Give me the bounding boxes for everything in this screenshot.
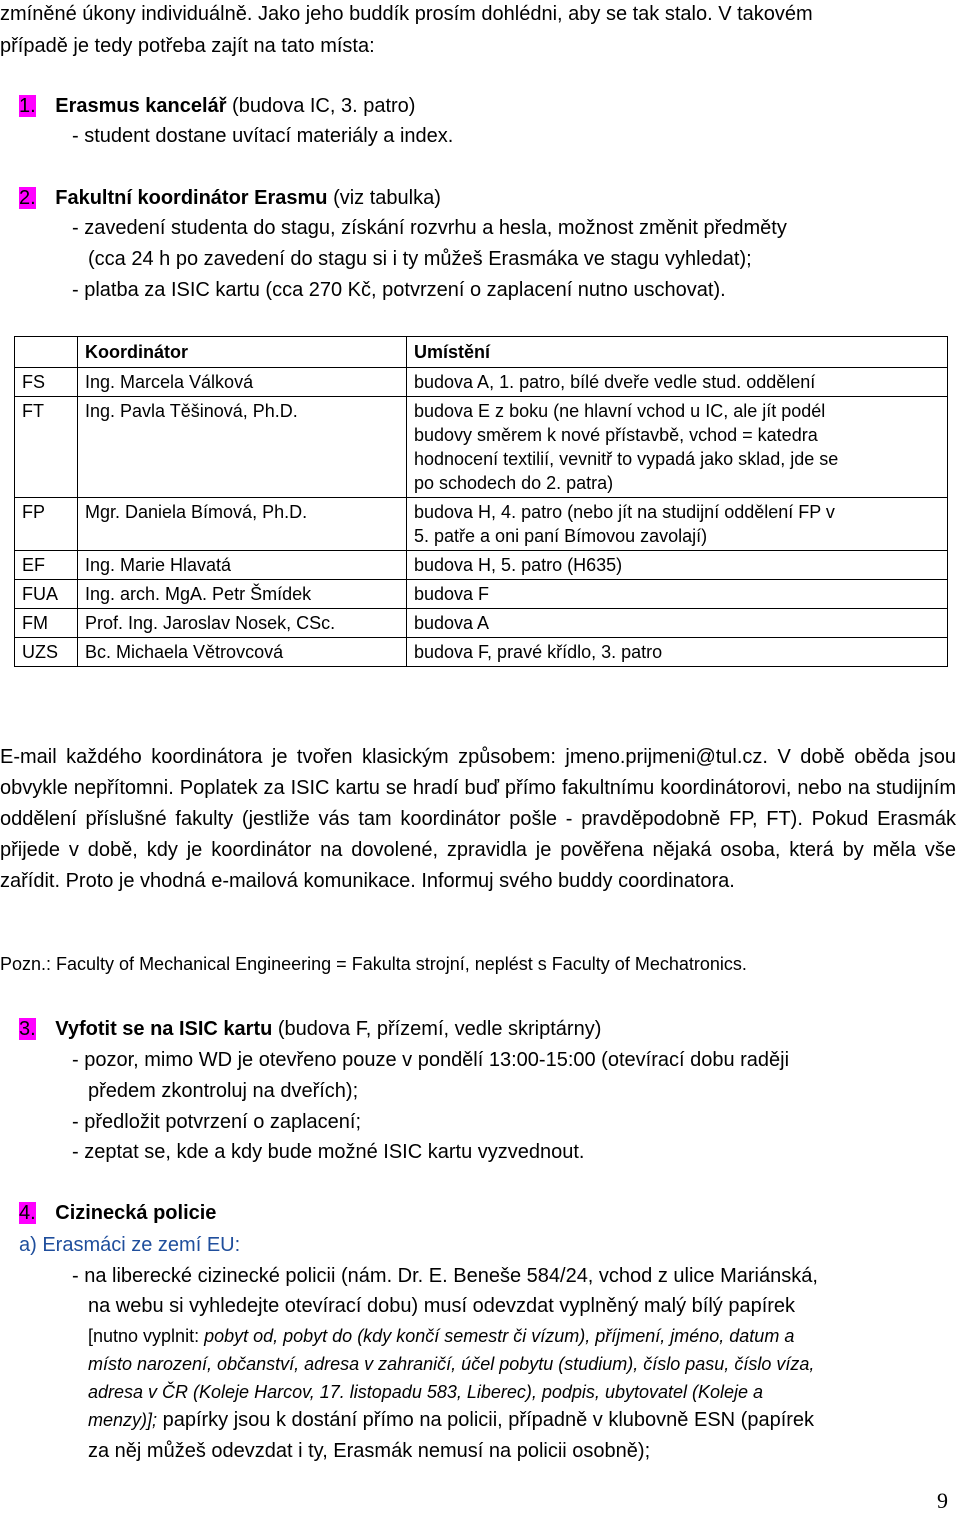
step-1-number: 1. xyxy=(19,95,36,117)
step-4-detail-last: za něj můžeš odevzdat i ty, Erasmák nemusí na policii osobně); xyxy=(88,1440,651,1462)
step-4-detail-2: na webu si vyhledejte otevírací dobu) musí odevzdat vyplněný malý bílý papírek xyxy=(88,1295,796,1317)
location: budova H, 4. patro (nebo jít na studijní oddělení FP v 5. patře a oni paní Bímovou zavolají) xyxy=(407,498,948,551)
step-3-rest: (budova F, přízemí, vedle skriptárny) xyxy=(272,1018,602,1040)
table-row xyxy=(15,397,948,498)
step-2-number: 2. xyxy=(19,187,36,209)
step-3-detail-3: - předložit potvrzení o zaplacení; xyxy=(72,1111,362,1133)
table-row xyxy=(15,368,948,397)
step-4-note-1 xyxy=(88,1324,794,1348)
step-1-rest: (budova IC, 3. patro) xyxy=(226,95,416,117)
step-1-title: Erasmus kancelář xyxy=(55,95,227,117)
table-row xyxy=(15,580,948,609)
faculty-code: FT xyxy=(15,397,78,498)
step-3-heading xyxy=(19,1017,601,1041)
faculty-code: UZS xyxy=(15,638,78,667)
email-paragraph: E-mail každého koordinátora je tvořen klasickým způsobem: jmeno.prijmeni@tul.cz. V době oběda jsou obvykle nepřítomni. Poplatek za ISIC kartu se hradí buď přímo fakultnímu koordinátorovi, nebo na studijním oddělení příslušné fakulty (jestliže vás tam koordinátor pošle - pravděpodobně FP, FT). Pokud Erasmák přijede v době, kdy je koordinátor na dovolené, zpravidla je pověřena nějaká osoba, která by měla vše zařídit. Proto je vhodná e-mailová komunikace. Informuj svého buddy coordinatora. xyxy=(0,746,956,892)
step-1-detail: - student dostane uvítací materiály a index. xyxy=(72,125,454,147)
coordinator-name: Bc. Michaela Větrovcová xyxy=(78,638,407,667)
faculty-code: FS xyxy=(15,368,78,397)
step-3-number: 3. xyxy=(19,1018,36,1040)
step-4-number: 4. xyxy=(19,1202,36,1224)
step-4-note-2: místo narození, občanství, adresa v zahraničí, účel pobytu (studium), číslo pasu, číslo víza, xyxy=(88,1354,815,1374)
faculty-code: EF xyxy=(15,551,78,580)
coordinator-name: Ing. Pavla Těšinová, Ph.D. xyxy=(78,397,407,498)
step-3-detail-2: předem zkontroluj na dveřích); xyxy=(88,1080,359,1102)
step-2-detail-2: (cca 24 h po zavedení do stagu si i ty můžeš Erasmáka ve stagu vyhledat); xyxy=(88,248,752,270)
location: budova E z boku (ne hlavní vchod u IC, ale jít podél budovy směrem k nové přístavbě, vchod = katedra hodnocení textilií, vevnitř to vypadá jako sklad, jde se po schodech do 2. patra) xyxy=(407,397,948,498)
location: budova A, 1. patro, bílé dveře vedle stud. oddělení xyxy=(407,368,948,397)
note-label: Pozn.: xyxy=(0,954,52,974)
faculty-code: FM xyxy=(15,609,78,638)
coordinator-name: Ing. Marie Hlavatá xyxy=(78,551,407,580)
step-2-detail-1: - zavedení studenta do stagu, získání rozvrhu a hesla, možnost změnit předměty xyxy=(72,217,787,239)
step-4-subheading: a) Erasmáci ze zemí EU: xyxy=(19,1234,241,1256)
note-rest: papírky jsou k dostání přímo na policii, případně v klubovně ESN (papírek xyxy=(157,1409,815,1431)
step-3-title: Vyfotit se na ISIC kartu xyxy=(55,1018,273,1040)
note-fields-end: menzy)]; xyxy=(88,1410,158,1430)
step-4-title: Cizinecká policie xyxy=(55,1202,217,1224)
coordinator-table xyxy=(14,336,948,667)
faculty-code: FUA xyxy=(15,580,78,609)
location: budova A xyxy=(407,609,948,638)
location: budova F, pravé křídlo, 3. patro xyxy=(407,638,948,667)
note-line xyxy=(0,952,747,976)
table-header-location: Umístění xyxy=(407,337,948,368)
step-2-detail-3: - platba za ISIC kartu (cca 270 Kč, potvrzení o zaplacení nutno uschovat). xyxy=(72,279,726,301)
note-fields-1: pobyt od, pobyt do (kdy končí semestr či vízum), příjmení, jméno, datum a xyxy=(204,1326,795,1346)
location: budova H, 5. patro (H635) xyxy=(407,551,948,580)
page-number: 9 xyxy=(937,1488,948,1513)
table-header-coordinator: Koordinátor xyxy=(78,337,407,368)
table-row xyxy=(15,498,948,551)
step-2-title: Fakultní koordinátor Erasmu xyxy=(55,187,328,209)
coordinator-name: Ing. Marcela Válková xyxy=(78,368,407,397)
step-3-detail-4: - zeptat se, kde a kdy bude možné ISIC kartu vyzvednout. xyxy=(72,1141,585,1163)
location: budova F xyxy=(407,580,948,609)
coordinator-name: Mgr. Daniela Bímová, Ph.D. xyxy=(78,498,407,551)
step-2-rest: (viz tabulka) xyxy=(327,187,441,209)
table-row xyxy=(15,609,948,638)
step-1-heading xyxy=(19,94,415,118)
table-row xyxy=(15,638,948,667)
step-4-heading xyxy=(19,1201,216,1225)
intro-line-1: zmíněné úkony individuálně. Jako jeho buddík prosím dohlédni, aby se tak stalo. V takovém xyxy=(0,3,813,25)
note-text: Faculty of Mechanical Engineering = Fakulta strojní, neplést s Faculty of Mechatronics. xyxy=(51,954,747,974)
step-4-note-4 xyxy=(88,1408,814,1432)
step-3-detail-1: - pozor, mimo WD je otevřeno pouze v pondělí 13:00-15:00 (otevírací dobu raději xyxy=(72,1049,790,1071)
step-4-note-3: adresa v ČR (Koleje Harcov, 17. listopadu 583, Liberec), podpis, ubytovatel (Koleje a xyxy=(88,1382,764,1402)
table-row xyxy=(15,551,948,580)
faculty-code: FP xyxy=(15,498,78,551)
step-2-heading xyxy=(19,186,441,210)
table-header-faculty xyxy=(15,337,78,368)
coordinator-name: Prof. Ing. Jaroslav Nosek, CSc. xyxy=(78,609,407,638)
coordinator-name: Ing. arch. MgA. Petr Šmídek xyxy=(78,580,407,609)
step-4-detail-1: - na liberecké cizinecké policii (nám. Dr. E. Beneše 584/24, vchod z ulice Mariánská, xyxy=(72,1265,818,1287)
intro-line-2: případě je tedy potřeba zajít na tato místa: xyxy=(0,35,375,57)
table-header-row xyxy=(15,337,948,368)
note-prefix: [nutno vyplnit: xyxy=(88,1326,205,1346)
